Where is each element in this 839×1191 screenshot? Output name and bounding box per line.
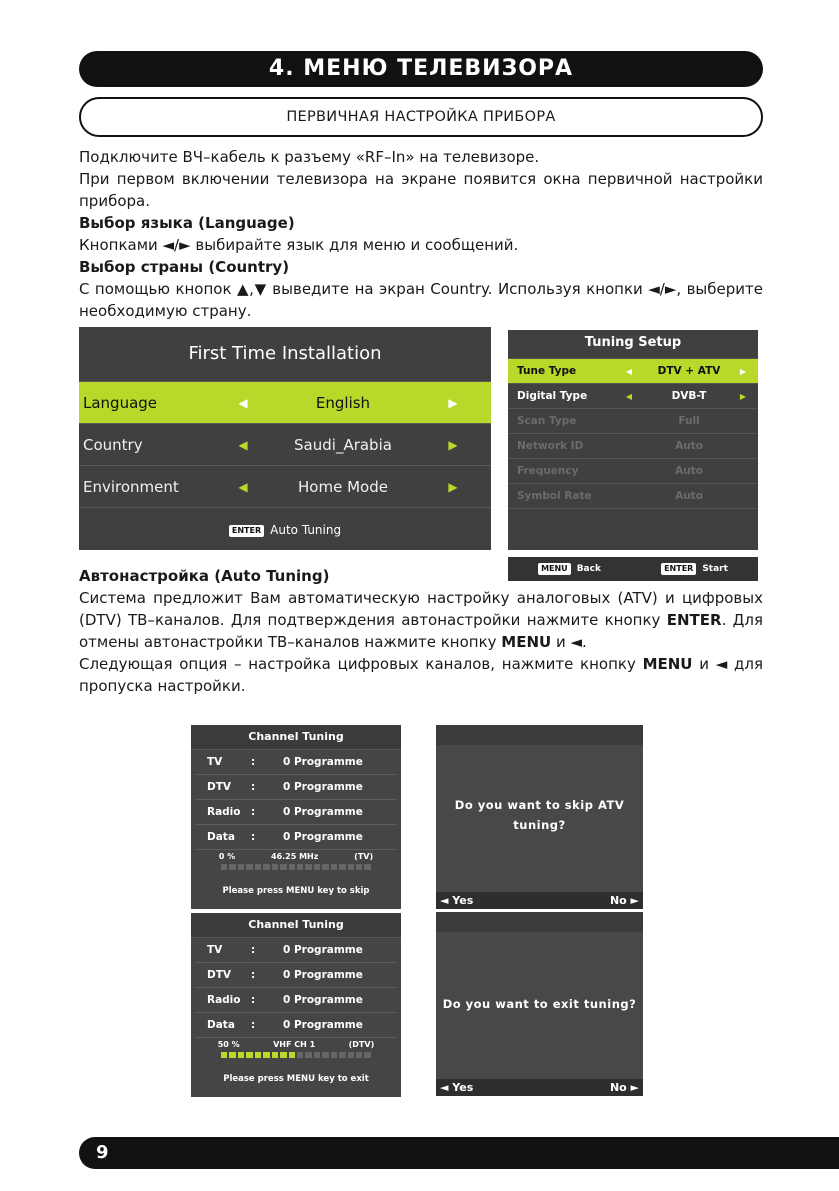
progress-segment — [280, 1052, 286, 1058]
row-label: Tune Type — [517, 365, 577, 377]
row-value: Saudi_Arabia — [294, 435, 392, 454]
row-label: Language — [83, 393, 158, 412]
row-value: Auto — [675, 440, 703, 452]
progress-segment — [229, 1052, 235, 1058]
heading: Выбор языка (Language) — [79, 214, 295, 232]
progress-info: 0 % 46.25 MHz (TV) — [218, 852, 374, 861]
progress-segment — [348, 864, 354, 870]
progress-segment — [263, 864, 269, 870]
progress-segment — [314, 1052, 320, 1058]
arrow-right-icon: ▶ — [448, 437, 458, 452]
table-row: Data : 0 Programme — [195, 825, 397, 850]
page-title: 4. МЕНЮ ТЕЛЕВИЗОРА — [79, 51, 763, 87]
paragraph: Следующая опция – настройка цифровых каналов, нажмите кнопку MENU и ◄ для пропуска настройки. — [79, 655, 763, 695]
table-row: TV : 0 Programme — [195, 750, 397, 775]
progress-segment — [272, 864, 278, 870]
paragraph: Кнопками ◄/► выбирайте язык для меню и сообщений. — [79, 236, 519, 254]
progress-segment — [348, 1052, 354, 1058]
menu-row-scan-type — [508, 408, 758, 433]
progress-segment — [305, 1052, 311, 1058]
row-label: Network ID — [517, 440, 584, 452]
row-label: Country — [83, 435, 143, 454]
screen-title: Channel Tuning — [191, 913, 401, 938]
no-button[interactable]: No ► — [609, 894, 639, 907]
heading: Автонастройка (Auto Tuning) — [79, 567, 330, 585]
progress-bar — [221, 1052, 371, 1058]
heading: Выбор страны (Country) — [79, 258, 290, 276]
progress-segment — [255, 1052, 261, 1058]
arrow-right-icon: ▶ — [739, 391, 747, 401]
arrow-left-icon: ◀ — [625, 366, 633, 376]
channel-tuning-screen-exit — [191, 913, 401, 1097]
progress-segment — [297, 1052, 303, 1058]
menu-row-frequency — [508, 458, 758, 483]
enter-key-icon: ENTER — [229, 525, 264, 537]
row-value: English — [315, 393, 371, 412]
yes-button[interactable]: ◄ Yes — [440, 1081, 474, 1094]
progress-segment — [238, 864, 244, 870]
progress-segment — [246, 864, 252, 870]
progress-segment — [246, 1052, 252, 1058]
progress-segment — [314, 864, 320, 870]
no-button[interactable]: No ► — [609, 1081, 639, 1094]
progress-segment — [297, 864, 303, 870]
row-value: Auto — [675, 465, 703, 477]
paragraph: С помощью кнопок ▲,▼ выведите на экран Country. Используя кнопки ◄/►, выберите необходимую страну. — [79, 280, 763, 320]
row-value: Full — [678, 415, 700, 427]
arrow-left-icon: ◀ — [238, 479, 248, 494]
table-row: Data : 0 Programme — [195, 1013, 397, 1038]
progress-segment — [356, 864, 362, 870]
progress-segment — [331, 864, 337, 870]
enter-key-icon: ENTER — [661, 563, 696, 575]
table-row: DTV : 0 Programme — [195, 775, 397, 800]
progress-bar — [221, 864, 371, 870]
screen-footer — [79, 507, 491, 552]
progress-segment — [272, 1052, 278, 1058]
arrow-left-icon: ◀ — [238, 395, 248, 410]
row-label: Scan Type — [517, 415, 577, 427]
paragraph: При первом включении телевизора на экране появится окна первичной настройки прибора. — [79, 170, 763, 210]
yes-button[interactable]: ◄ Yes — [440, 894, 474, 907]
progress-segment — [289, 1052, 295, 1058]
menu-row-network-id — [508, 433, 758, 458]
progress-segment — [339, 864, 345, 870]
auto-tuning-text — [79, 565, 763, 697]
row-value: DTV + ATV — [657, 365, 721, 377]
row-value: Auto — [675, 490, 703, 502]
progress-segment — [289, 864, 295, 870]
menu-row-language — [79, 381, 491, 423]
progress-info: 50 % VHF CH 1 (DTV) — [217, 1040, 375, 1049]
progress-segment — [221, 1052, 227, 1058]
channel-tuning-screen-skip — [191, 725, 401, 909]
row-label: Frequency — [517, 465, 579, 477]
screen-title: Tuning Setup — [584, 335, 682, 350]
tuning-setup-screen — [508, 330, 758, 574]
hint-text: Please press MENU key to exit — [223, 1074, 369, 1084]
screen-title: Channel Tuning — [191, 725, 401, 750]
progress-segment — [322, 1052, 328, 1058]
progress-segment — [364, 1052, 370, 1058]
row-value: DVB-T — [671, 390, 707, 402]
progress-segment — [305, 864, 311, 870]
menu-row-symbol-rate — [508, 483, 758, 508]
progress-segment — [331, 1052, 337, 1058]
footer-start: ENTER Start — [661, 557, 728, 581]
row-label: Digital Type — [517, 390, 588, 402]
progress-segment — [356, 1052, 362, 1058]
footer-back: MENU Back — [538, 557, 601, 581]
skip-atv-dialog — [436, 725, 643, 909]
menu-row-digital-type — [508, 383, 758, 408]
progress-segment — [238, 1052, 244, 1058]
progress-segment — [339, 1052, 345, 1058]
menu-key-icon: MENU — [538, 563, 571, 575]
progress-segment — [255, 864, 261, 870]
progress-segment — [263, 1052, 269, 1058]
intro-text — [79, 146, 763, 322]
section-title: ПЕРВИЧНАЯ НАСТРОЙКА ПРИБОРА — [79, 97, 763, 137]
exit-tuning-dialog — [436, 912, 643, 1096]
paragraph: Система предложит Вам автоматическую настройку аналоговых (ATV) и цифровых (DTV) ТВ–каналов. Для подтверждения автонастройки нажмите кнопку ENTER. Для отмены автонастройки ТВ–каналов нажмите кнопку MENU и ◄. — [79, 589, 763, 651]
progress-segment — [364, 864, 370, 870]
arrow-left-icon: ◀ — [625, 391, 633, 401]
row-value: Home Mode — [298, 477, 388, 496]
row-label: Environment — [83, 477, 179, 496]
menu-row-country — [79, 423, 491, 465]
first-time-installation-screen — [79, 327, 491, 550]
table-row: Radio : 0 Programme — [195, 988, 397, 1013]
dialog-message: Do you want to skip ATV tuning? — [454, 798, 625, 832]
menu-row-environment — [79, 465, 491, 507]
row-label: Symbol Rate — [517, 490, 592, 502]
arrow-right-icon: ▶ — [448, 479, 458, 494]
table-row: TV : 0 Programme — [195, 938, 397, 963]
paragraph: Подключите ВЧ–кабель к разъему «RF–In» на телевизоре. — [79, 148, 540, 166]
arrow-right-icon: ▶ — [448, 395, 458, 410]
arrow-left-icon: ◀ — [238, 437, 248, 452]
progress-segment — [280, 864, 286, 870]
table-row: DTV : 0 Programme — [195, 963, 397, 988]
footer-bar — [79, 1137, 839, 1169]
arrow-right-icon: ▶ — [739, 366, 747, 376]
screen-title: First Time Installation — [188, 343, 382, 364]
menu-row-tune-type — [508, 358, 758, 383]
footer-label: Auto Tuning — [270, 523, 342, 537]
hint-text: Please press MENU key to skip — [222, 886, 370, 896]
page-number: 9 — [96, 1142, 109, 1163]
progress-segment — [322, 864, 328, 870]
progress-segment — [221, 864, 227, 870]
progress-segment — [229, 864, 235, 870]
dialog-message: Do you want to exit tuning? — [442, 997, 637, 1011]
table-row: Radio : 0 Programme — [195, 800, 397, 825]
